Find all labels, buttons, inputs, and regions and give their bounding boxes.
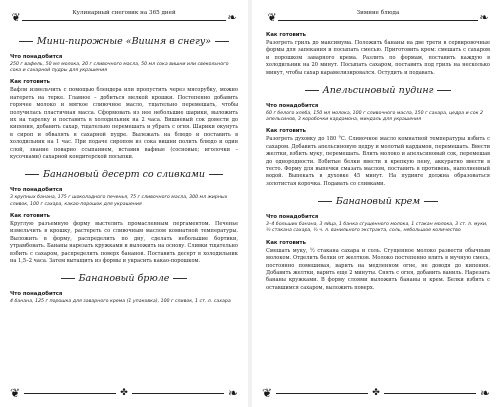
ingredients-text: 3 крупных банана, 175 г шоколадного печенья, 75 г сливочного масла, 300 мл жирных сливок, 100 г сахара, какао-порошок для украшения <box>10 195 228 207</box>
recipe-title <box>266 196 490 207</box>
footer-ornament-icon: ❧ <box>227 386 238 400</box>
ingredients-text: 3–4 больших банана, 3 яйца, 1 банка сгущенного молока, 1 стакан молока, 3 ст. л. муки, ½ стакана сахара, ½ ч. л. ванильного экстракта, соль, небольшое количество <box>266 222 488 234</box>
recipe-title-text: Банановый десерт со сливками <box>42 169 206 181</box>
method-text: Разогреть духовку до 180 °С. Сливочное масло комнатной температуры взбить с сахаром. Добавить апельсиновую цедру и молотый кардамон, перемешать. Ввести желтки, взбить муку, перемешать. Влить молоко и апельсиновый сок, перемешав до однородности. Взбитые белки ввести в крепкую пену, аккуратно ввести в тесто. Форму для выпечки смазать маслом, поставить в противень, наполненный водой. Выпекать в духовке 45 минут. На пудинге должна образоваться золотистая корочка. Подавать со сливками. <box>266 136 491 187</box>
title-flourish-left <box>25 174 39 175</box>
left-header-ornament-icon: ❦ <box>267 11 277 24</box>
recipe-title-text: Апельсиновый пудинг <box>322 85 434 97</box>
method-text: Круглую разъемную форму выстелить промасленным пергаментом. Печенье измельчить в крошку, растереть со сливочным маслом комнатной температуры. Выложить в форму, распределить по дну, сделать небольшие бортики, утрамбовать. Бананы нарезать кружками и выложить на основу. Сливки тщательно взбить с сахаром, распределить поверх бананов. Поставить десерт в холодильник на 1,5–2 часа. Затем вытащить из формы и украсить какао-порошком. <box>10 220 238 264</box>
ingredients-label: Что понадобится <box>266 214 319 221</box>
method-label: Как готовить <box>10 79 50 86</box>
recipe-title <box>10 273 238 284</box>
ingredients-text: 4 банана, 125 г порошка для заварного крема (1 упаковка), 100 г сливок, 1 ст. л. сахара <box>10 299 231 305</box>
ingredients-label: Что понадобится <box>10 187 63 194</box>
method-label: Как готовить <box>266 128 306 135</box>
left-header-rule <box>22 20 226 21</box>
title-flourish-left <box>19 41 33 42</box>
method-text: Смешать муку, ½ стакана сахара и соль. Сгущенное молоко развести обычным молоком. Отделить белки от желтков. Молоко постепенно влить в мучную смесь, постоянно помешивая, варить на медленном огне, не доводя до кипения. Добавить желтки, варить еще 2 минуты. Снять с огня, добавить ваниль. Нарезать бананы кружками. В форму слоями выложить бананы и крем. Белки взбить с оставшимся сахаром, выложить поверх. <box>266 247 490 291</box>
footer-ornament-icon: ❦ <box>10 386 21 400</box>
recipe-title <box>266 85 490 96</box>
left-running-title: Кулинарный снеговик на 365 дней <box>68 10 179 16</box>
recipe-title-text: Банановый брюле <box>78 273 170 285</box>
right-running-title: Зимние блюда <box>353 10 404 16</box>
ingredients-text: 60 г белого хлеба, 150 мл молока, 100 г сливочного масла, 150 г сахара, цедра и сок 2 апельсинов, 3 коробочки кардамона, миндаль для украшения <box>266 111 483 123</box>
title-flourish-left <box>305 90 319 91</box>
left-header-ornament-icon: ❦ <box>11 11 21 24</box>
recipe-title-text: Банановый крем <box>335 196 421 208</box>
recipe-title <box>10 36 238 47</box>
title-flourish-right <box>437 90 451 91</box>
method-text: Разогреть гриль до максимума. Положить бананы на две трети в сервировочные формы для запекания и посыпать смесью. Приготовить крем: смешать с сахаром и порошком заварного крема. Разлить по формам, поставить каждую в холодильник на 20 минут. Посыпать сахаром, поставить под гриль на несколько минут, чтобы сахар карамелизировался. Остудить и подавать. <box>266 40 490 76</box>
title-flourish-right <box>173 278 187 279</box>
right-page-footer <box>262 385 490 401</box>
recipe-title-text: Мини-пирожные «Вишня в снегу» <box>36 36 212 47</box>
ingredients-label: Что понадобится <box>10 54 63 60</box>
right-page-header <box>266 6 490 28</box>
left-page-header <box>10 6 238 28</box>
left-page <box>0 0 248 407</box>
ingredients-label: Что понадобится <box>266 103 319 110</box>
title-flourish-left <box>61 278 75 279</box>
right-header-ornament-icon: ❧ <box>479 11 489 24</box>
footer-ornament-icon: ❦ <box>262 386 273 400</box>
right-header-ornament-icon: ❧ <box>227 11 237 24</box>
footer-ornament-icon: ❧ <box>479 386 490 400</box>
method-label: Как готовить <box>10 212 50 219</box>
footer-center-ornament-icon: ✤ <box>116 388 132 398</box>
method-text: Вафли измельчить с помощью блендера или пропустить через мясорубку, можно натереть на терке. Главное – добиться мелкой крошки. Постепенно добавить горячее молоко и мягкое сливочное масло, тщательно перемешать, чтобы получилась пластичная масса. Сформовать из нее небольшие шарики, выложить их на тарелку и поставить в холодильник на 2 часа. Вишневый сок довести до кипения, добавить сахар, тщательно перемешать и убрать с огня. Шарики окунуть в сироп и обвалять в сахарной пудре. Вылежать на блюдо и поставить в холодильник на 1 час. При подаче сиропом из сока вишни полить блюдо и один слой, знание поварно ссыпанием, вставив вафные (сосновые; иголочки – кусочками) сахарной кондитерской посыпки. <box>10 87 238 161</box>
title-flourish-left <box>318 201 332 202</box>
title-flourish-right <box>209 174 223 175</box>
method-label: Как готовить <box>266 32 306 38</box>
recipe-title <box>10 169 238 180</box>
left-page-footer <box>10 385 238 401</box>
footer-center-ornament-icon: ✤ <box>368 388 384 398</box>
title-flourish-right <box>424 201 438 202</box>
right-header-rule <box>278 20 478 21</box>
title-flourish-right <box>215 41 229 42</box>
ingredients-text: 250 г вафель, 50 мл молока, 20 г сливочного масла, 50 мл сока вишни или свекольного сока и сахарной пудры для украшения <box>10 62 229 74</box>
ingredients-label: Что понадобится <box>10 291 63 298</box>
right-page <box>252 0 500 407</box>
method-label: Как готовить <box>266 239 306 246</box>
